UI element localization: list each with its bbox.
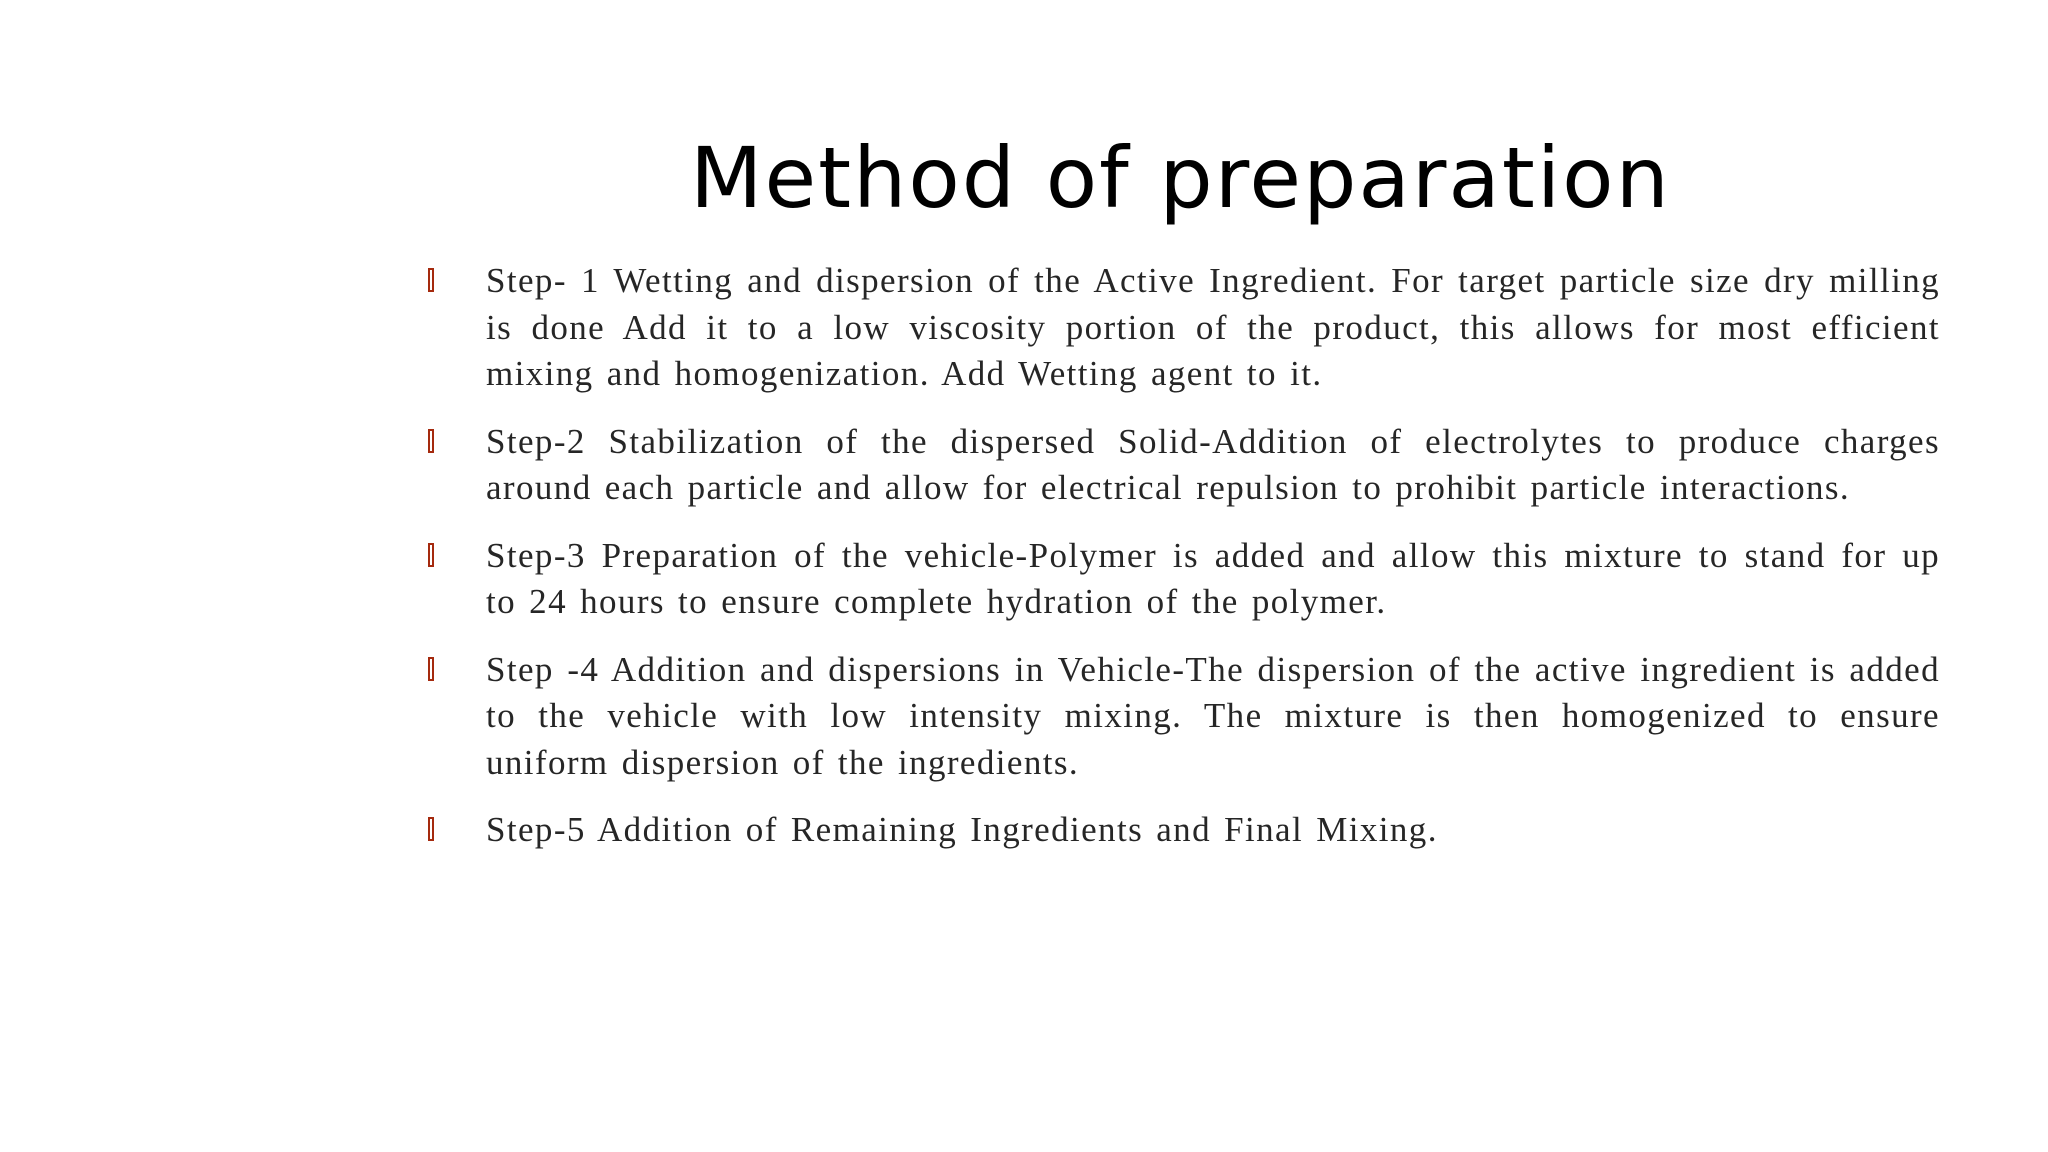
bullet-square-icon [428, 268, 434, 292]
step-text: Step-2 Stabilization of the dispersed Solid-Addition of electrolytes to produce charges around each particle and allow for electrical repulsion to prohibit particle interactions. [486, 421, 1940, 507]
bullet-square-icon [428, 543, 434, 567]
step-text: Step- 1 Wetting and dispersion of the Active Ingredient. For target particle size dry milling is done Add it to a low viscosity portion of the product, this allows for most efficient mixing and homogenization. Add Wetting agent to it. [486, 261, 1940, 393]
step-item-5 [420, 807, 1940, 854]
step-item-3 [420, 533, 1940, 626]
step-item-4 [420, 647, 1940, 787]
step-text: Step-5 Addition of Remaining Ingredients and Final Mixing. [486, 810, 1438, 849]
steps-list [420, 258, 1940, 875]
step-text: Step -4 Addition and dispersions in Vehicle-The dispersion of the active ingredient is added to the vehicle with low intensity mixing. The mixture is then homogenized to ensure uniform dispersion of the ingredients. [486, 649, 1940, 782]
slide-title: Method of preparation [690, 129, 1671, 227]
bullet-square-icon [428, 429, 434, 453]
step-item-2 [420, 419, 1940, 512]
bullet-square-icon [428, 657, 434, 681]
bullet-square-icon [428, 817, 434, 841]
step-item-1 [420, 258, 1940, 398]
step-text: Step-3 Preparation of the vehicle-Polymer is added and allow this mixture to stand for up to 24 hours to ensure complete hydration of the polymer. [486, 535, 1940, 621]
